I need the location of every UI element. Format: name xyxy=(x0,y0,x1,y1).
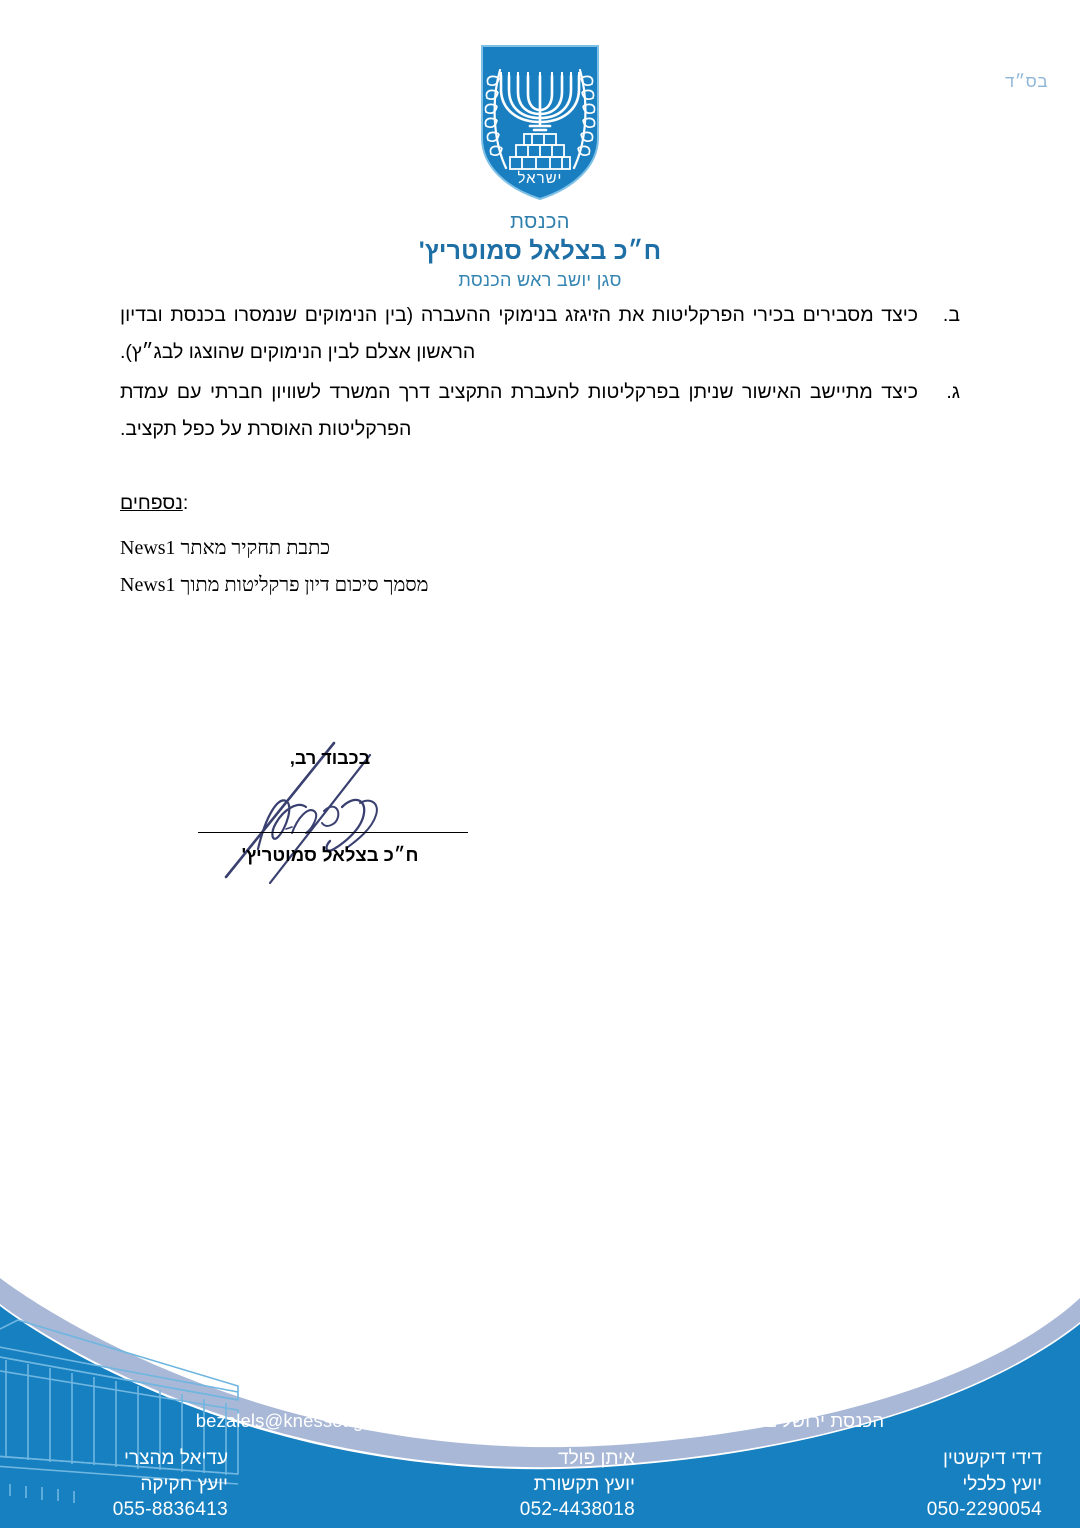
footer-staff-list xyxy=(38,1446,1042,1523)
attachment-item: מסמך סיכום דיון פרקליטות מתוך News1 xyxy=(120,574,429,596)
clause-marker: ג. xyxy=(946,380,960,403)
staff-phone: 055-8836413 xyxy=(112,1499,228,1521)
clause-marker: ב. xyxy=(942,304,960,326)
letterhead-text xyxy=(419,210,662,291)
letterhead-role: סגן יושב ראש הכנסת xyxy=(458,269,622,290)
footer-contact-line: הכנסת ירושלים 91950. טל' 02-6408024, פקס: 02-6408375 | bezalels@knesset.gov.il xyxy=(195,1410,885,1431)
clause-item xyxy=(120,297,960,372)
staff-entry xyxy=(38,1446,228,1523)
staff-role: יועץ כלכלי xyxy=(962,1473,1042,1495)
letterhead-member-name: ח״כ בצלאל סמוטריץ' xyxy=(418,236,662,265)
israel-state-emblem-icon xyxy=(476,42,604,202)
staff-phone: 052-4438018 xyxy=(519,1499,635,1521)
staff-role: יועץ תקשורת xyxy=(533,1473,635,1495)
staff-entry xyxy=(852,1446,1042,1523)
signature-block xyxy=(180,748,480,865)
letterhead-organization: הכנסת xyxy=(510,211,570,233)
svg-text:ישראל: ישראל xyxy=(517,170,563,187)
staff-phone: 050-2290054 xyxy=(926,1499,1042,1521)
signature-greeting: בכבוד רב, xyxy=(289,748,371,768)
staff-name: איתן פולד xyxy=(558,1448,635,1469)
clause-item xyxy=(120,374,960,449)
clause-text: כיצד מסבירים בכירי הפרקליטות את הזיגזג בנימוקי ההעברה (בין הנימוקים שנמסרו בכנסת ובדיון הראשון אצלם לבין הנימוקים שהוצגו לבג״ץ). xyxy=(120,304,918,364)
attachments-title-colon: : xyxy=(182,492,189,514)
page-footer xyxy=(0,1260,1080,1528)
clause-text: כיצד מתיישב האישור שניתן בפרקליטות להעברת התקציב דרך המשרד לשוויון חברתי עם עמדת הפרקליטות האוסרת על כפל תקציב. xyxy=(120,380,918,441)
document-body xyxy=(120,297,960,451)
staff-name: עדיאל מהצרי xyxy=(124,1448,228,1469)
staff-role: יועץ חקיקה xyxy=(140,1473,228,1495)
staff-name: דידי דיקשטין xyxy=(942,1448,1042,1469)
attachment-item: כתבת תחקיר מאתר News1 xyxy=(120,537,331,559)
staff-entry xyxy=(445,1446,635,1523)
signature-line xyxy=(198,832,468,833)
signature-name: ח״כ בצלאל סמוטריץ' xyxy=(241,844,419,865)
letterhead xyxy=(0,42,1080,291)
attachments-title-label: נספחים xyxy=(120,492,183,514)
bsd-marking: בס״ד xyxy=(1005,72,1048,91)
attachments-title xyxy=(120,492,188,515)
attachments-section xyxy=(120,492,960,611)
